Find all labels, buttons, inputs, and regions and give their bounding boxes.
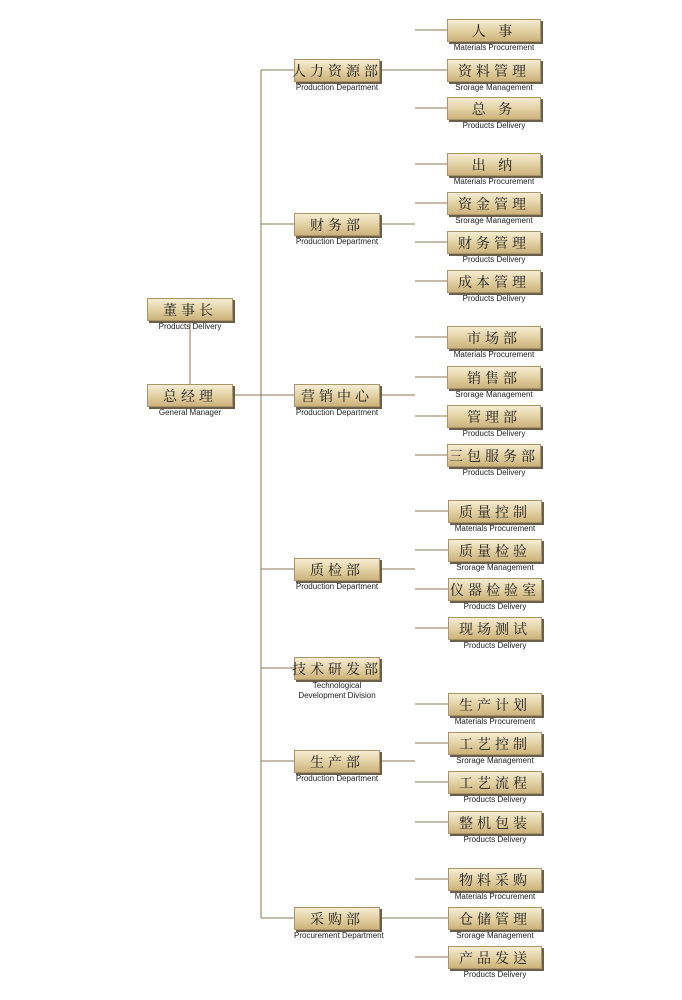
unit-node bbox=[447, 326, 541, 360]
department-label: 技术研发部 bbox=[292, 661, 382, 678]
unit-box bbox=[447, 366, 541, 389]
unit-node bbox=[447, 444, 541, 478]
unit-node bbox=[448, 617, 542, 651]
department-box bbox=[294, 657, 380, 680]
department-label: 财务部 bbox=[310, 217, 364, 234]
unit-subtitle: Products Delivery bbox=[462, 294, 526, 303]
department-label: 营销中心 bbox=[301, 388, 373, 405]
unit-subtitle: Products Delivery bbox=[462, 121, 526, 130]
department-box bbox=[294, 750, 380, 773]
unit-subtitle: Materials Procurement bbox=[453, 177, 535, 186]
general-manager-node bbox=[147, 384, 233, 418]
unit-box bbox=[448, 500, 542, 523]
department-label: 质检部 bbox=[310, 562, 364, 579]
unit-subtitle: Products Delivery bbox=[462, 255, 526, 264]
unit-label: 市场部 bbox=[467, 330, 521, 347]
department-box bbox=[294, 213, 380, 236]
department-subtitle: Production Department bbox=[295, 774, 379, 783]
unit-subtitle: Srorage Management bbox=[456, 756, 534, 765]
unit-box bbox=[448, 946, 542, 969]
department-box bbox=[294, 59, 380, 82]
general-manager-subtitle: General Manager bbox=[158, 408, 222, 417]
unit-subtitle: Srorage Management bbox=[456, 931, 534, 940]
unit-node bbox=[447, 59, 541, 93]
unit-label: 仓储管理 bbox=[459, 911, 531, 928]
department-label: 人力资源部 bbox=[292, 63, 382, 80]
unit-label: 财务管理 bbox=[458, 235, 530, 252]
unit-subtitle: Products Delivery bbox=[463, 795, 527, 804]
department-node bbox=[294, 657, 380, 701]
unit-node bbox=[447, 97, 541, 131]
unit-box bbox=[447, 153, 541, 176]
unit-box bbox=[447, 19, 541, 42]
unit-node bbox=[448, 946, 542, 980]
unit-label: 出 纳 bbox=[471, 157, 517, 174]
unit-node bbox=[448, 811, 542, 845]
unit-node bbox=[448, 907, 542, 941]
unit-label: 资金管理 bbox=[458, 196, 530, 213]
unit-label: 成本管理 bbox=[458, 274, 530, 291]
general-manager-label: 总经理 bbox=[163, 388, 217, 405]
general-manager-box bbox=[147, 384, 233, 407]
unit-subtitle: Products Delivery bbox=[463, 835, 527, 844]
unit-label: 质量控制 bbox=[459, 504, 531, 521]
department-node bbox=[294, 384, 380, 418]
department-subtitle: Procurement Department bbox=[294, 931, 384, 940]
unit-box bbox=[448, 578, 542, 601]
unit-subtitle: Materials Procurement bbox=[454, 717, 536, 726]
chairman-label: 董事长 bbox=[163, 302, 217, 319]
department-subtitle: Production Department bbox=[295, 237, 379, 246]
unit-box bbox=[447, 444, 541, 467]
unit-label: 物料采购 bbox=[459, 872, 531, 889]
unit-label: 销售部 bbox=[467, 370, 521, 387]
unit-box bbox=[448, 732, 542, 755]
unit-label: 总 务 bbox=[471, 101, 517, 118]
unit-node bbox=[447, 366, 541, 400]
department-subtitle: Production Department bbox=[295, 83, 379, 92]
department-subtitle: Technological Development Division bbox=[298, 681, 376, 700]
unit-subtitle: Materials Procurement bbox=[454, 524, 536, 533]
unit-label: 资料管理 bbox=[458, 63, 530, 80]
unit-node bbox=[447, 405, 541, 439]
unit-subtitle: Srorage Management bbox=[455, 390, 533, 399]
unit-box bbox=[448, 617, 542, 640]
unit-box bbox=[448, 771, 542, 794]
department-subtitle: Production Department bbox=[295, 408, 379, 417]
department-box bbox=[294, 907, 380, 930]
unit-box bbox=[447, 192, 541, 215]
unit-box bbox=[447, 97, 541, 120]
unit-subtitle: Products Delivery bbox=[462, 468, 526, 477]
unit-node bbox=[447, 19, 541, 53]
department-node bbox=[294, 558, 380, 592]
unit-box bbox=[447, 405, 541, 428]
department-label: 生产部 bbox=[310, 754, 364, 771]
unit-node bbox=[448, 868, 542, 902]
unit-node bbox=[448, 693, 542, 727]
unit-subtitle: Materials Procurement bbox=[453, 350, 535, 359]
unit-box bbox=[447, 231, 541, 254]
unit-label: 产品发送 bbox=[459, 950, 531, 967]
department-subtitle: Production Department bbox=[295, 582, 379, 591]
department-label: 采购部 bbox=[310, 911, 364, 928]
unit-subtitle: Materials Procurement bbox=[453, 43, 535, 52]
unit-label: 质量检验 bbox=[459, 543, 531, 560]
unit-node bbox=[447, 192, 541, 226]
chairman-node bbox=[147, 298, 233, 332]
unit-subtitle: Srorage Management bbox=[455, 83, 533, 92]
department-box bbox=[294, 384, 380, 407]
unit-label: 现场测试 bbox=[459, 621, 531, 638]
chairman-subtitle: Products Delivery bbox=[158, 322, 222, 331]
unit-node bbox=[447, 270, 541, 304]
unit-label: 工艺流程 bbox=[459, 775, 531, 792]
unit-label: 整机包装 bbox=[459, 815, 531, 832]
chairman-box bbox=[147, 298, 233, 321]
unit-label: 工艺控制 bbox=[459, 736, 531, 753]
unit-subtitle: Products Delivery bbox=[463, 641, 527, 650]
unit-subtitle: Products Delivery bbox=[463, 602, 527, 611]
unit-node bbox=[448, 539, 542, 573]
unit-subtitle: Srorage Management bbox=[456, 563, 534, 572]
department-node bbox=[294, 750, 380, 784]
unit-box bbox=[447, 59, 541, 82]
department-node bbox=[294, 907, 384, 941]
unit-subtitle: Materials Procurement bbox=[454, 892, 536, 901]
department-box bbox=[294, 558, 380, 581]
unit-label: 人 事 bbox=[471, 23, 517, 40]
unit-node bbox=[448, 500, 542, 534]
unit-box bbox=[448, 539, 542, 562]
unit-node bbox=[447, 231, 541, 265]
unit-subtitle: Products Delivery bbox=[463, 970, 527, 979]
unit-subtitle: Srorage Management bbox=[455, 216, 533, 225]
unit-label: 仪器检验室 bbox=[450, 582, 540, 599]
unit-label: 三包服务部 bbox=[449, 448, 539, 465]
unit-node bbox=[447, 153, 541, 187]
unit-subtitle: Products Delivery bbox=[462, 429, 526, 438]
department-node bbox=[294, 59, 380, 93]
unit-box bbox=[448, 868, 542, 891]
department-node bbox=[294, 213, 380, 247]
unit-box bbox=[448, 693, 542, 716]
unit-node bbox=[448, 771, 542, 805]
unit-box bbox=[448, 907, 542, 930]
unit-node bbox=[448, 578, 542, 612]
unit-label: 管理部 bbox=[467, 409, 521, 426]
unit-box bbox=[448, 811, 542, 834]
unit-node bbox=[448, 732, 542, 766]
unit-box bbox=[447, 270, 541, 293]
unit-label: 生产计划 bbox=[459, 697, 531, 714]
unit-box bbox=[447, 326, 541, 349]
